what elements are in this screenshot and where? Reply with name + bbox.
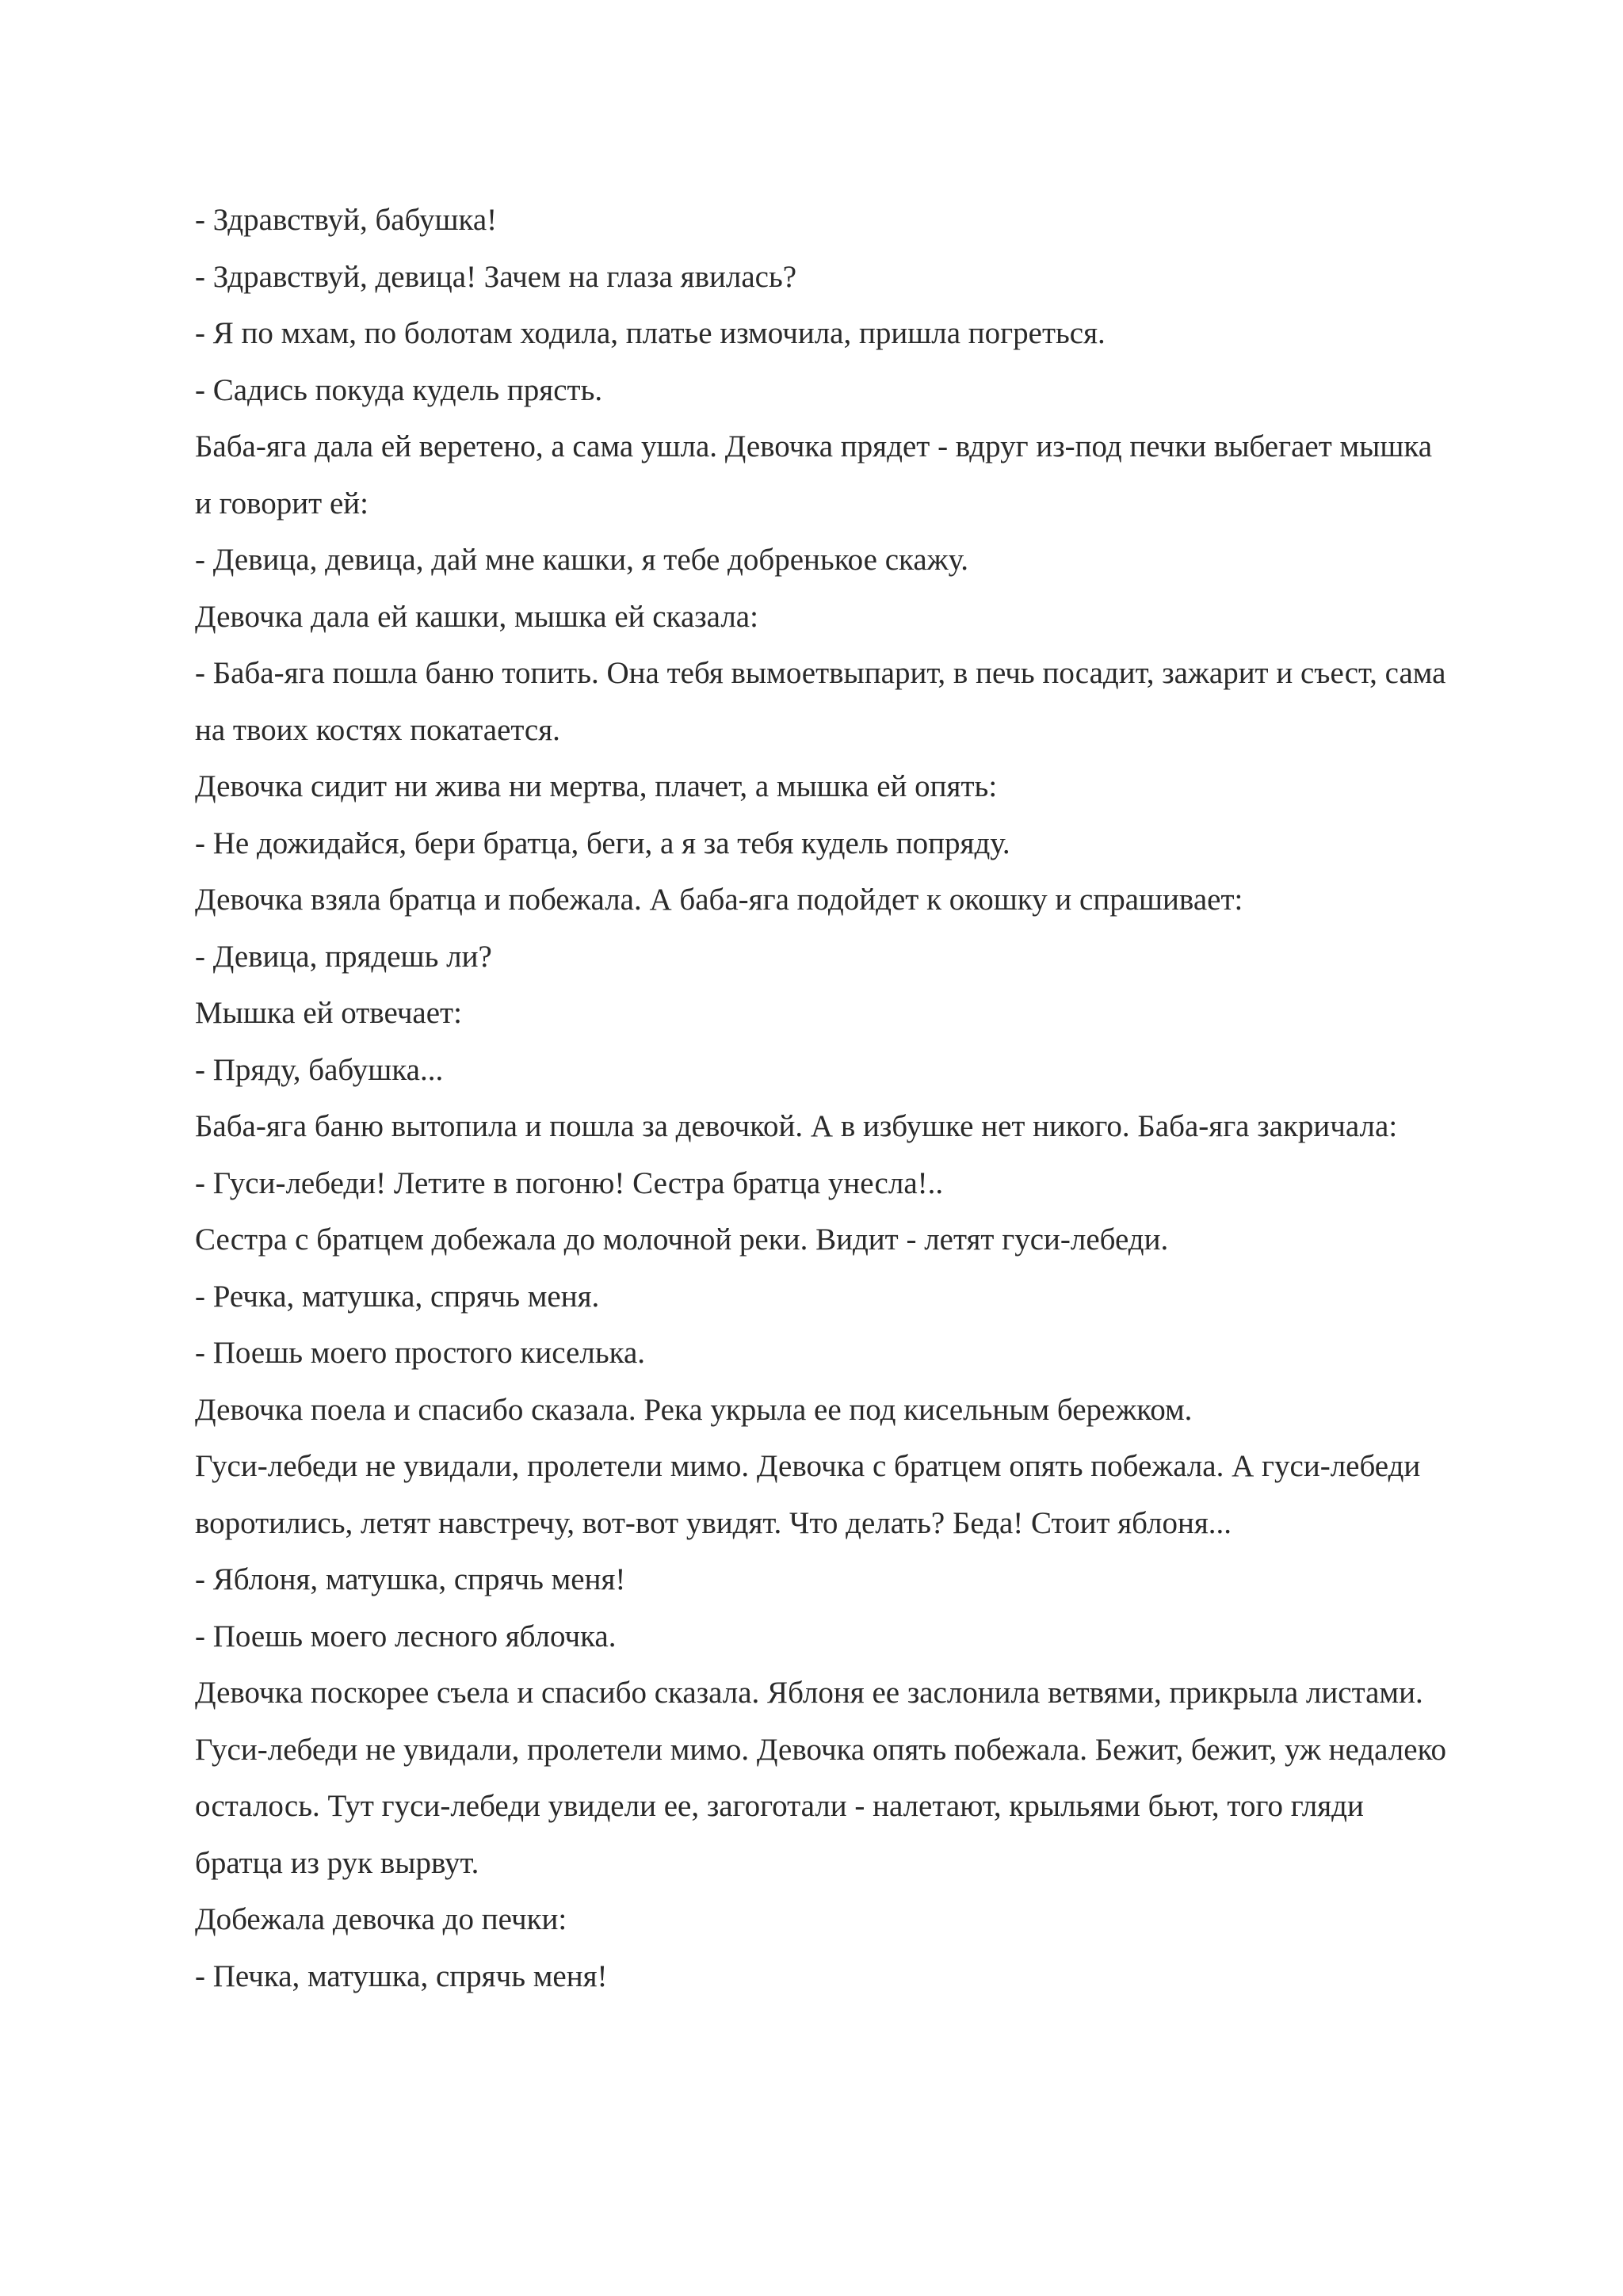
story-text (195, 192, 1447, 2004)
paragraph: Баба-яга дала ей веретено, а сама ушла. Девочка прядет - вдруг из-под печки выбегает мышка и говорит ей: (195, 429, 1433, 521)
paragraph: - Поешь моего простого киселька. (195, 1336, 646, 1370)
paragraph: Сестра с братцем добежала до молочной реки. Видит - летят гуси-лебеди. (195, 1222, 1169, 1257)
paragraph: Гуси-лебеди не увидали, пролетели мимо. Девочка опять побежала. Бежит, бежит, уж недалеко осталось. Тут гуси-лебеди увидели ее, загоготали - налетают, крыльями бьют, того гляди братца из рук вырвут. (195, 1732, 1447, 1880)
paragraph: Девочка сидит ни жива ни мертва, плачет, а мышка ей опять: (195, 769, 998, 803)
paragraph: - Здравствуй, девица! Зачем на глаза явилась? (195, 259, 797, 294)
paragraph: - Речка, матушка, спрячь меня. (195, 1279, 600, 1314)
paragraph: - Поешь моего лесного яблочка. (195, 1619, 617, 1653)
paragraph: - Здравствуй, бабушка! (195, 203, 498, 237)
paragraph: Баба-яга баню вытопила и пошла за девочкой. А в избушке нет никого. Баба-яга закричала: (195, 1109, 1398, 1143)
paragraph: - Печка, матушка, спрячь меня! (195, 1958, 608, 1993)
paragraph: Девочка поела и спасибо сказала. Река укрыла ее под кисельным бережком. (195, 1392, 1193, 1427)
paragraph: - Баба-яга пошла баню топить. Она тебя вымоетвыпарит, в печь посадит, зажарит и съест, сама на твоих костях покатается. (195, 656, 1446, 747)
paragraph: - Девица, девица, дай мне кашки, я тебе добренькое скажу. (195, 543, 968, 577)
paragraph: Девочка взяла братца и побежала. А баба-яга подойдет к окошку и спрашивает: (195, 883, 1243, 917)
paragraph: Добежала девочка до печки: (195, 1902, 567, 1936)
paragraph: - Девица, прядешь ли? (195, 939, 492, 974)
paragraph: Гуси-лебеди не увидали, пролетели мимо. Девочка с братцем опять побежала. А гуси-лебеди воротились, летят навстречу, вот-вот увидят. Что делать? Беда! Стоит яблоня... (195, 1449, 1421, 1540)
paragraph: - Гуси-лебеди! Летите в погоню! Сестра братца унесла!.. (195, 1165, 944, 1200)
paragraph: - Я по мхам, по болотам ходила, платье измочила, пришла погреться. (195, 316, 1106, 350)
paragraph: Девочка дала ей кашки, мышка ей сказала: (195, 599, 758, 634)
paragraph: - Пряду, бабушка... (195, 1052, 444, 1087)
paragraph: Мышка ей отвечает: (195, 996, 462, 1030)
paragraph: - Яблоня, матушка, спрячь меня! (195, 1562, 626, 1596)
paragraph: Девочка поскорее съела и спасибо сказала. Яблоня ее заслонила ветвями, прикрыла листами. (195, 1676, 1423, 1710)
paragraph: - Садись покуда кудель прясть. (195, 372, 603, 407)
paragraph: - Не дожидайся, бери братца, беги, а я за тебя кудель попряду. (195, 826, 1010, 860)
